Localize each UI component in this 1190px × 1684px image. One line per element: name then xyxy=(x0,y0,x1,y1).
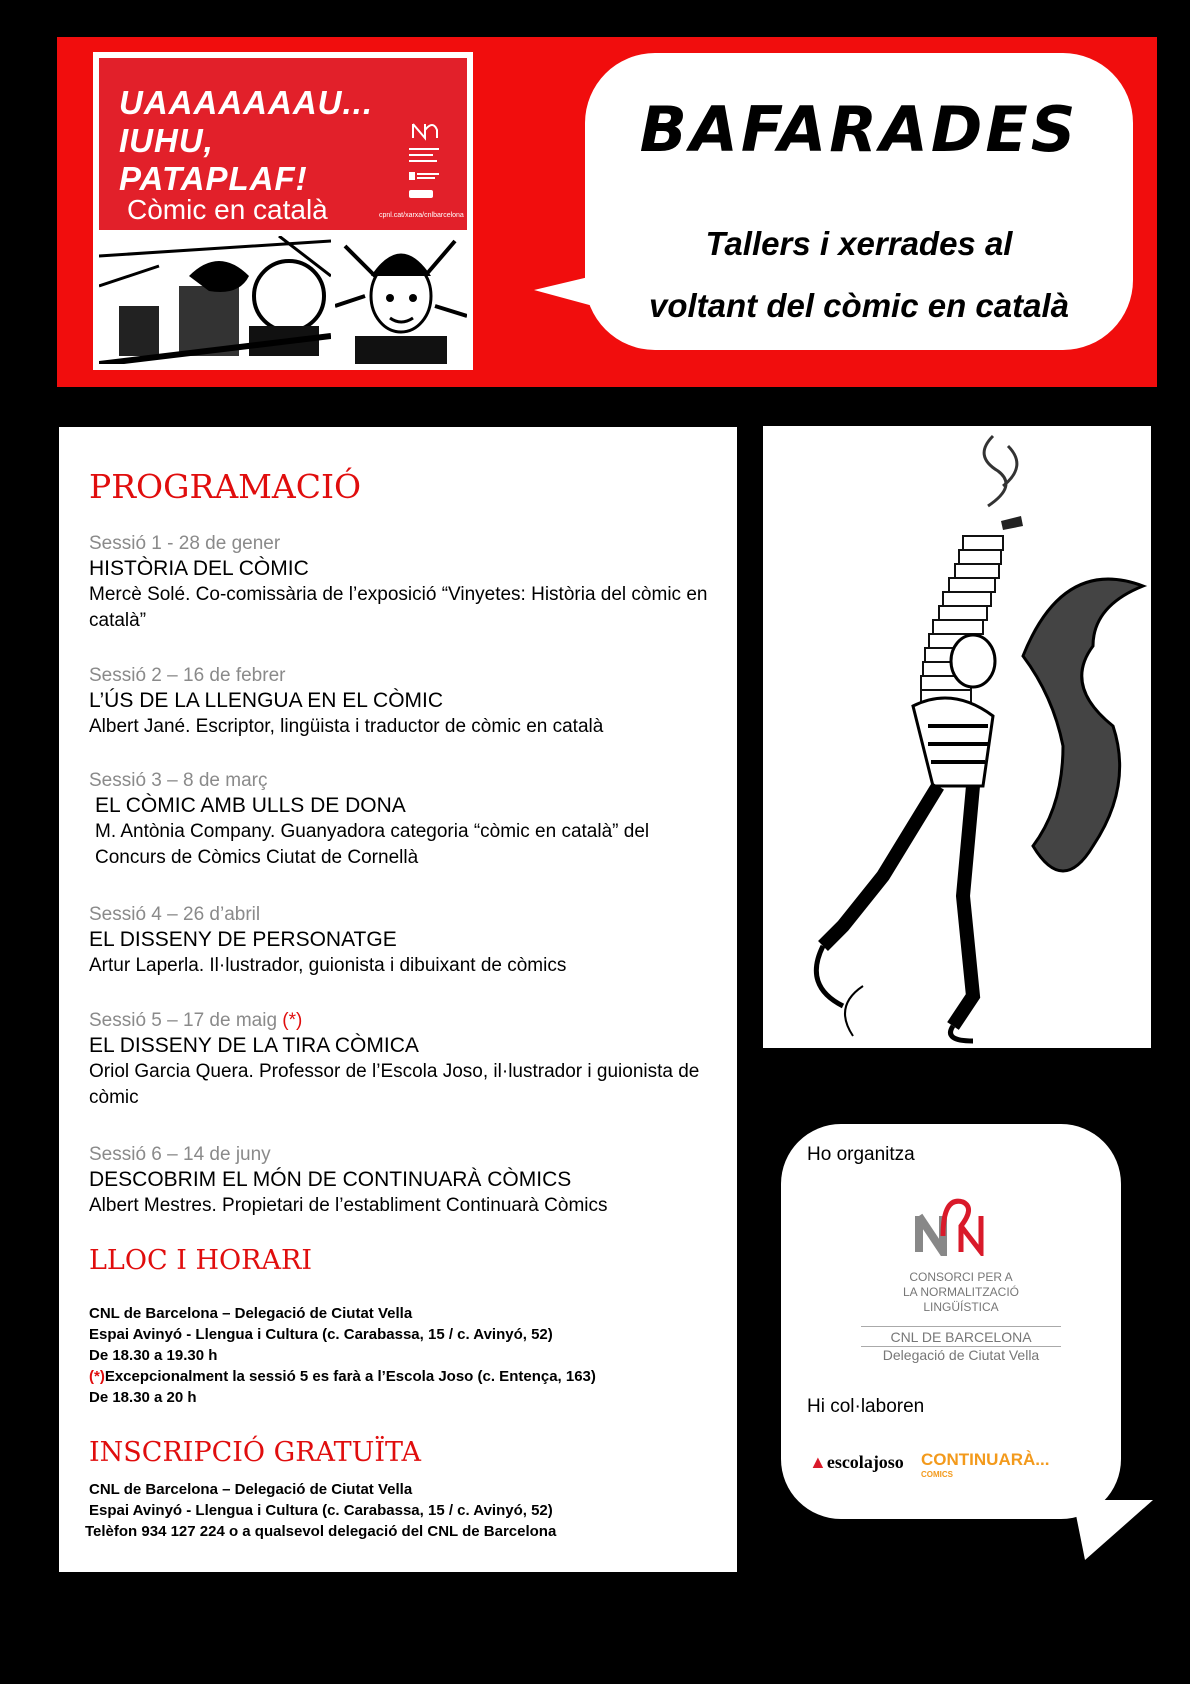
session-description: Artur Laperla. Il·lustrador, guionista i dibuixant de còmics xyxy=(89,955,567,976)
session-date: Sessió 3 – 8 de març xyxy=(89,770,268,791)
session-date: Sessió 2 – 16 de febrer xyxy=(89,665,286,686)
place-line-5: De 18.30 a 20 h xyxy=(89,1389,197,1406)
place-heading: LLOC I HORARI xyxy=(89,1245,312,1276)
poster-logo-icon xyxy=(407,120,447,200)
registration-line-1: CNL de Barcelona – Delegació de Ciutat Vella xyxy=(89,1481,413,1498)
session-description: M. Antònia Company. Guanyadora categoria “còmic en català” del Concurs de Còmics Ciutat de Cornellà xyxy=(95,821,650,868)
poster-url: cpnl.cat/xarxa/cnlbarcelona xyxy=(379,212,464,219)
session-date: Sessió 6 – 14 de juny xyxy=(89,1144,271,1165)
session-6 xyxy=(89,1143,719,1219)
continuara-text: CONTINUARÀ... xyxy=(921,1450,1050,1469)
poster-logos xyxy=(407,120,463,203)
session-date: Sessió 1 - 28 de gener xyxy=(89,533,281,554)
session-date-mark: (*) xyxy=(282,1010,303,1031)
escolajoso-logo xyxy=(809,1452,904,1473)
character-drawing xyxy=(763,426,1151,1048)
session-2 xyxy=(89,664,719,740)
subtitle-line-2: voltant del còmic en català xyxy=(649,287,1069,324)
session-description: Oriol Garcia Quera. Professor de l’Escola Joso, il·lustrador i guionista de còmic xyxy=(89,1061,700,1108)
registration-line-2: Espai Avinyó - Llengua i Cultura (c. Carabassa, 15 / c. Avinyó, 52) xyxy=(89,1502,553,1519)
poster-red-panel xyxy=(99,58,467,230)
comic-illustration xyxy=(763,426,1151,1048)
place-line-2: Espai Avinyó - Llengua i Cultura (c. Carabassa, 15 / c. Avinyó, 52) xyxy=(89,1326,553,1343)
place-info xyxy=(89,1303,729,1408)
cnl-branch: CNL DE BARCELONA xyxy=(861,1326,1061,1345)
place-line-1: CNL de Barcelona – Delegació de Ciutat Vella xyxy=(89,1305,413,1322)
cnl-name xyxy=(861,1270,1061,1315)
title-speech-bubble xyxy=(585,53,1133,350)
cnl-line-2: LA NORMALITZACIÓ xyxy=(902,1285,1020,1299)
main-title: BAFARADES xyxy=(639,93,1079,166)
collaborators-label: Hi col·laboren xyxy=(807,1396,925,1417)
session-description: Albert Mestres. Propietari de l’establiment Continuarà Còmics xyxy=(89,1195,608,1216)
session-title: L’ÚS DE LA LLENGUA EN EL CÒMIC xyxy=(89,689,444,712)
session-date xyxy=(89,1009,719,1033)
main-subtitle xyxy=(585,213,1133,337)
cnl-logo-icon xyxy=(913,1196,987,1256)
place-line-4 xyxy=(89,1366,729,1387)
registration-line-3: Telèfon 934 127 224 o a qualsevol delegació del CNL de Barcelona xyxy=(85,1523,557,1540)
cnl-line-1: CONSORCI PER A xyxy=(909,1270,1013,1284)
organizer-label: Ho organitza xyxy=(807,1144,915,1165)
session-title: DESCOBRIM EL MÓN DE CONTINUARÀ CÒMICS xyxy=(89,1168,572,1191)
continuara-logo xyxy=(921,1450,1049,1479)
session-date: Sessió 4 – 26 d’abril xyxy=(89,904,261,925)
session-4 xyxy=(89,903,719,979)
session-date-text: Sessió 5 – 17 de maig xyxy=(89,1010,278,1031)
exhibition-poster xyxy=(93,52,473,370)
poster-comic-panel-right xyxy=(335,236,467,364)
continuara-sub: COMICS xyxy=(921,1470,953,1479)
session-5 xyxy=(89,1009,719,1111)
session-3 xyxy=(89,769,719,871)
cnl-line-3: LINGÜÍSTICA xyxy=(923,1300,999,1314)
session-title: EL DISSENY DE LA TIRA CÒMICA xyxy=(89,1034,419,1057)
escolajoso-mark: ▲ xyxy=(809,1452,827,1472)
session-title: EL DISSENY DE PERSONATGE xyxy=(89,928,397,951)
poster-title: UAAAAAAAU... IUHU, PATAPLAF! xyxy=(119,84,373,197)
session-1 xyxy=(89,532,719,634)
place-mark: (*) xyxy=(89,1368,105,1385)
session-description: Albert Jané. Escriptor, lingüista i traductor de còmic en català xyxy=(89,716,604,737)
place-line-3: De 18.30 a 19.30 h xyxy=(89,1347,218,1364)
session-title: HISTÒRIA DEL CÒMIC xyxy=(89,557,309,580)
registration-heading: INSCRIPCIÓ GRATUÏTA xyxy=(89,1437,422,1468)
poster-subtitle: Còmic en català xyxy=(127,194,328,225)
program-heading: PROGRAMACIÓ xyxy=(89,467,362,506)
cnl-delegation: Delegació de Ciutat Vella xyxy=(861,1346,1061,1363)
organizers-bubble xyxy=(781,1124,1121,1519)
escolajoso-text: escolajoso xyxy=(826,1452,904,1472)
subtitle-line-1: Tallers i xerrades al xyxy=(705,225,1013,262)
registration-info xyxy=(85,1479,729,1542)
session-description: Mercè Solé. Co-comissària de l’exposició “Vinyetes: Història del còmic en català” xyxy=(89,584,708,631)
place-note: Excepcionalment la sessió 5 es farà a l’Escola Joso (c. Entença, 163) xyxy=(104,1368,596,1385)
session-title: EL CÒMIC AMB ULLS DE DONA xyxy=(95,794,406,817)
poster-comic-panel-left xyxy=(99,236,331,364)
program-panel xyxy=(59,427,737,1572)
